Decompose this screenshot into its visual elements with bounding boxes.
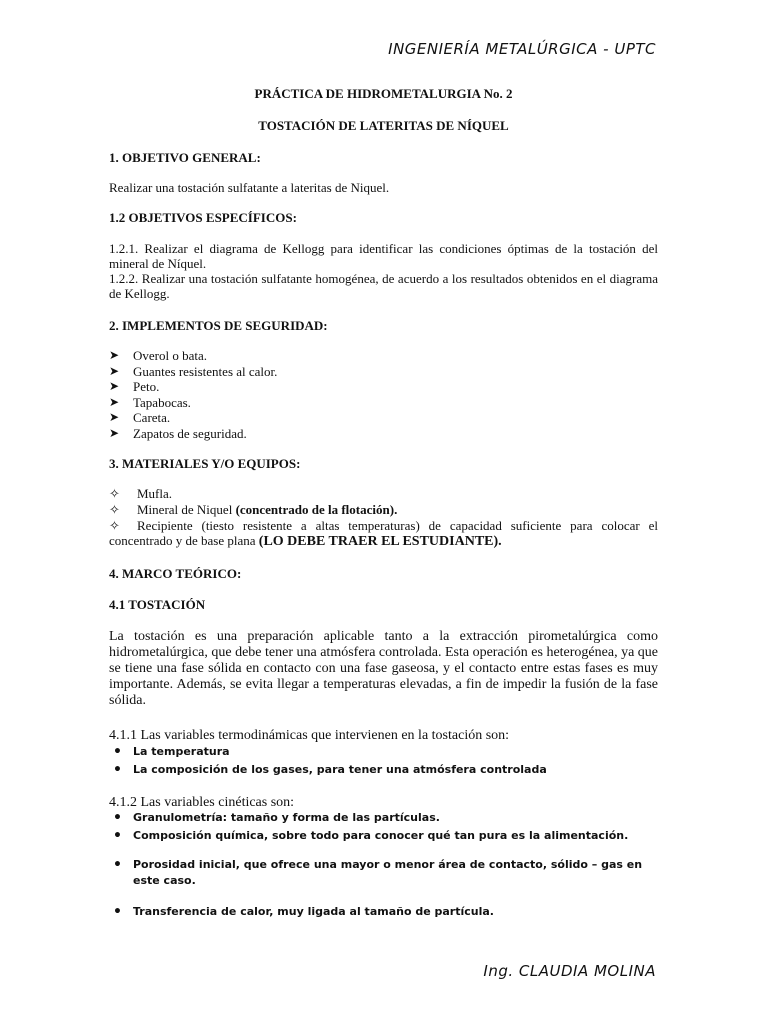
dot-bullet-icon: • xyxy=(113,904,122,920)
list-item: • La temperatura xyxy=(113,744,230,760)
section-4-heading: 4. MARCO TEÓRICO: xyxy=(109,566,242,581)
arrow-bullet-icon: ➤ xyxy=(109,394,120,409)
list-item: ➤ Overol o bata. xyxy=(109,348,208,363)
section-4-1-2-text: 4.1.2 Las variables cinéticas son: xyxy=(109,795,295,810)
practice-subtitle: TOSTACIÓN DE LATERITAS DE NÍQUEL xyxy=(258,118,509,133)
section-4-1-text: La tostación es una preparación aplicable tanto a la extracción pirometalúrgica como hidrometalúrgica, que debe tener una atmósfera controlada. Esta operación es heterogénea, ya que se tiene una fase sólida en contacto con una fase gaseosa, y el contacto entre estas fases es muy importante. Además, se evita llegar a temperaturas elevadas, a fin de impedir la fusión de la fase sólida. xyxy=(109,629,658,708)
list-item: ➤ Tapabocas. xyxy=(109,394,191,410)
section-1-heading: 1. OBJETIVO GENERAL: xyxy=(109,150,261,165)
section-2-heading: 2. IMPLEMENTOS DE SEGURIDAD: xyxy=(109,318,328,333)
list-item: ✧ Recipiente (tiesto resistente a altas temperaturas) de capacidad suficiente para colocar el concentrado y de base plana (LO DEBE TRAER EL ESTUDIANTE). xyxy=(109,518,658,549)
list-item: ➤ Guantes resistentes al calor. xyxy=(109,363,278,379)
section-1-text: Realizar una tostación sulfatante a lateritas de Niquel. xyxy=(109,180,390,195)
arrow-bullet-icon: ➤ xyxy=(109,410,120,425)
dot-bullet-icon: • xyxy=(113,762,122,778)
star-bullet-icon: ✧ xyxy=(109,486,120,501)
arrow-bullet-icon: ➤ xyxy=(109,379,120,394)
list-item: • Porosidad inicial, que ofrece una mayor o menor área de contacto, sólido – gas en este caso. xyxy=(113,857,643,887)
star-bullet-icon: ✧ xyxy=(109,502,120,517)
list-item: • Composición química, sobre todo para conocer qué tan pura es la alimentación. xyxy=(113,828,629,844)
section-3-heading: 3. MATERIALES Y/O EQUIPOS: xyxy=(109,456,301,471)
star-bullet-icon: ✧ xyxy=(109,518,120,533)
arrow-bullet-icon: ➤ xyxy=(109,363,120,378)
safety-list xyxy=(109,348,658,442)
list-item: ✧ Mineral de Niquel (concentrado de la flotación). xyxy=(109,502,398,517)
objective-1-2-2: 1.2.2. Realizar una tostación sulfatante homogénea, de acuerdo a los resultados obtenidos en el diagrama de Kellogg. xyxy=(109,271,658,301)
objective-1-2-1: 1.2.1. Realizar el diagrama de Kellogg para identificar las condiciones óptimas de la tostación del mineral de Níquel. xyxy=(109,241,658,271)
list-item: • Transferencia de calor, muy ligada al tamaño de partícula. xyxy=(113,904,494,920)
dot-bullet-icon: • xyxy=(113,810,122,826)
list-item: ➤ Zapatos de seguridad. xyxy=(109,425,247,441)
list-item: ➤ Careta. xyxy=(109,410,171,426)
dot-bullet-icon: • xyxy=(113,828,122,844)
list-item: ✧ Mufla. xyxy=(109,486,173,501)
practice-title: PRÁCTICA DE HIDROMETALURGIA No. 2 xyxy=(254,86,513,101)
thermo-variables-list xyxy=(109,744,658,778)
materials-list xyxy=(109,486,658,550)
page-header: INGENIERÍA METALÚRGICA - UPTC xyxy=(388,40,656,58)
section-1-2-heading: 1.2 OBJETIVOS ESPECÍFICOS: xyxy=(109,210,297,225)
list-item: • Granulometría: tamaño y forma de las partículas. xyxy=(113,810,440,826)
arrow-bullet-icon: ➤ xyxy=(109,425,120,440)
list-item: ➤ Peto. xyxy=(109,379,160,395)
dot-bullet-icon: • xyxy=(113,744,122,760)
section-4-1-heading: 4.1 TOSTACIÓN xyxy=(109,597,206,612)
arrow-bullet-icon: ➤ xyxy=(109,348,120,362)
page-footer: Ing. CLAUDIA MOLINA xyxy=(483,962,656,980)
kinetic-variables-list xyxy=(109,810,658,920)
section-4-1-1-text: 4.1.1 Las variables termodinámicas que intervienen en la tostación son: xyxy=(109,728,510,743)
list-item: • La composición de los gases, para tener una atmósfera controlada xyxy=(113,762,547,778)
dot-bullet-icon: • xyxy=(113,857,122,873)
